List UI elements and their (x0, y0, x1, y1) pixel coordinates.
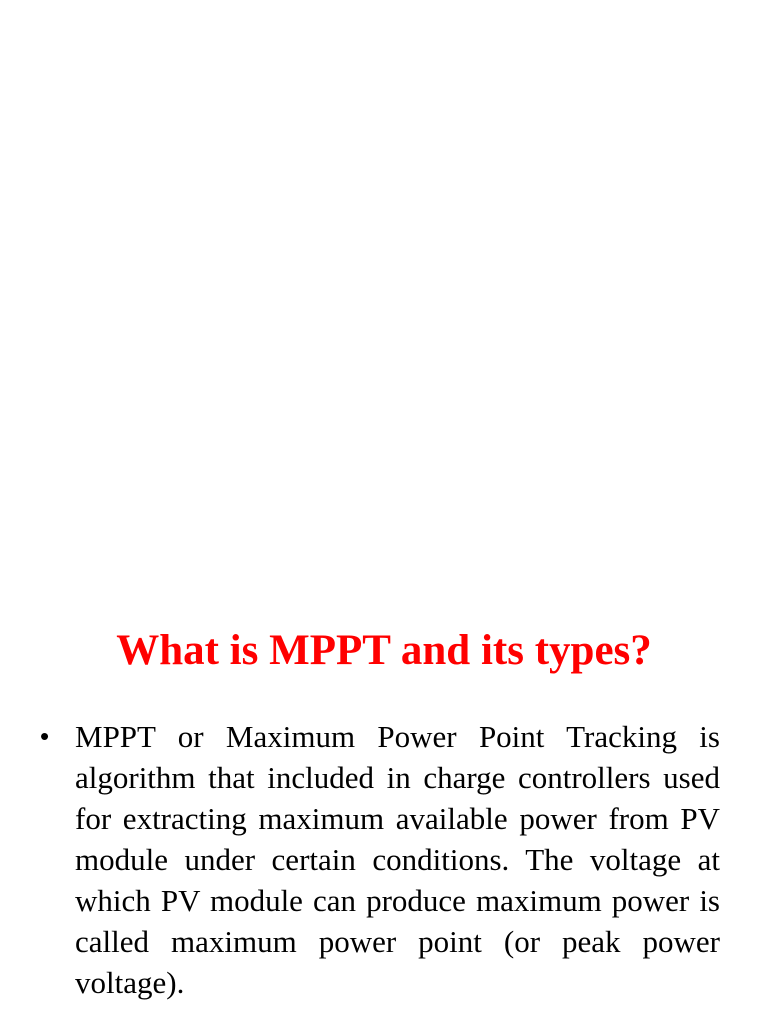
slide-title: What is MPPT and its types? (116, 627, 652, 674)
bullet-item (40, 716, 720, 1003)
bullet-list (40, 716, 720, 1003)
bullet-icon: • (40, 721, 50, 751)
bullet-text: MPPT or Maximum Power Point Tracking is algorithm that included in charge controllers used for extracting maximum available power from PV module under certain conditions. The voltage at which PV module can produce maximum power is called maximum power point (or peak power voltage). (75, 719, 720, 1000)
